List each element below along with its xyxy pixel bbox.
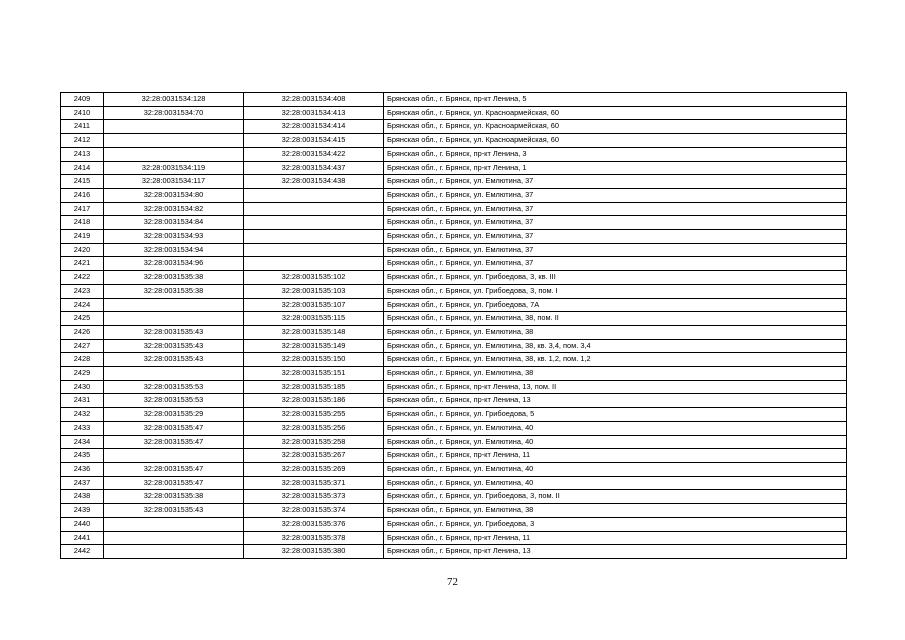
land-cadastral-number-cell: [104, 147, 244, 161]
building-cadastral-number-cell: 32:28:0031534:414: [244, 120, 384, 134]
table-row: [61, 284, 847, 298]
building-cadastral-number-cell: [244, 257, 384, 271]
address-cell: Брянская обл., г. Брянск, ул. Грибоедова, 5: [384, 408, 847, 422]
row-number-cell: 2423: [61, 284, 104, 298]
land-cadastral-number-cell: 32:28:0031534:119: [104, 161, 244, 175]
building-cadastral-number-cell: 32:28:0031534:422: [244, 147, 384, 161]
address-cell: Брянская обл., г. Брянск, ул. Емлютина, 38, пом. II: [384, 312, 847, 326]
table-row: [61, 93, 847, 107]
building-cadastral-number-cell: 32:28:0031535:267: [244, 449, 384, 463]
table-row: [61, 462, 847, 476]
table-row: [61, 298, 847, 312]
address-cell: Брянская обл., г. Брянск, ул. Емлютина, 37: [384, 202, 847, 216]
row-number-cell: 2442: [61, 545, 104, 559]
address-cell: Брянская обл., г. Брянск, ул. Емлютина, 38: [384, 367, 847, 381]
row-number-cell: 2420: [61, 243, 104, 257]
land-cadastral-number-cell: 32:28:0031535:43: [104, 325, 244, 339]
table-row: [61, 353, 847, 367]
row-number-cell: 2440: [61, 517, 104, 531]
building-cadastral-number-cell: 32:28:0031534:415: [244, 134, 384, 148]
land-cadastral-number-cell: [104, 545, 244, 559]
row-number-cell: 2431: [61, 394, 104, 408]
row-number-cell: 2412: [61, 134, 104, 148]
land-cadastral-number-cell: 32:28:0031535:29: [104, 408, 244, 422]
table-row: [61, 134, 847, 148]
land-cadastral-number-cell: [104, 531, 244, 545]
address-cell: Брянская обл., г. Брянск, ул. Емлютина, 38: [384, 504, 847, 518]
land-cadastral-number-cell: 32:28:0031534:94: [104, 243, 244, 257]
address-cell: Брянская обл., г. Брянск, ул. Грибоедова, 3, пом. II: [384, 490, 847, 504]
building-cadastral-number-cell: 32:28:0031535:269: [244, 462, 384, 476]
land-cadastral-number-cell: [104, 367, 244, 381]
row-number-cell: 2430: [61, 380, 104, 394]
row-number-cell: 2419: [61, 230, 104, 244]
property-table: [60, 92, 847, 559]
address-cell: Брянская обл., г. Брянск, ул. Красноармейская, 60: [384, 120, 847, 134]
land-cadastral-number-cell: 32:28:0031535:47: [104, 435, 244, 449]
land-cadastral-number-cell: 32:28:0031534:128: [104, 93, 244, 107]
address-cell: Брянская обл., г. Брянск, пр-кт Ленина, 13: [384, 394, 847, 408]
land-cadastral-number-cell: [104, 517, 244, 531]
building-cadastral-number-cell: 32:28:0031535:115: [244, 312, 384, 326]
address-cell: Брянская обл., г. Брянск, пр-кт Ленина, 3: [384, 147, 847, 161]
address-cell: Брянская обл., г. Брянск, ул. Красноармейская, 60: [384, 134, 847, 148]
address-cell: Брянская обл., г. Брянск, пр-кт Ленина, 1: [384, 161, 847, 175]
row-number-cell: 2439: [61, 504, 104, 518]
table-row: [61, 257, 847, 271]
row-number-cell: 2413: [61, 147, 104, 161]
table-row: [61, 243, 847, 257]
land-cadastral-number-cell: 32:28:0031535:38: [104, 271, 244, 285]
building-cadastral-number-cell: 32:28:0031535:256: [244, 421, 384, 435]
address-cell: Брянская обл., г. Брянск, ул. Красноармейская, 60: [384, 106, 847, 120]
address-cell: Брянская обл., г. Брянск, ул. Емлютина, 40: [384, 462, 847, 476]
land-cadastral-number-cell: 32:28:0031534:117: [104, 175, 244, 189]
address-cell: Брянская обл., г. Брянск, ул. Емлютина, 40: [384, 421, 847, 435]
building-cadastral-number-cell: 32:28:0031535:149: [244, 339, 384, 353]
address-cell: Брянская обл., г. Брянск, ул. Емлютина, 37: [384, 257, 847, 271]
row-number-cell: 2437: [61, 476, 104, 490]
row-number-cell: 2425: [61, 312, 104, 326]
row-number-cell: 2427: [61, 339, 104, 353]
building-cadastral-number-cell: 32:28:0031535:255: [244, 408, 384, 422]
table-row: [61, 476, 847, 490]
address-cell: Брянская обл., г. Брянск, ул. Грибоедова, 3, кв. III: [384, 271, 847, 285]
table-row: [61, 106, 847, 120]
building-cadastral-number-cell: [244, 230, 384, 244]
land-cadastral-number-cell: 32:28:0031535:43: [104, 339, 244, 353]
address-cell: Брянская обл., г. Брянск, ул. Емлютина, 37: [384, 230, 847, 244]
building-cadastral-number-cell: 32:28:0031534:437: [244, 161, 384, 175]
row-number-cell: 2424: [61, 298, 104, 312]
table-row: [61, 490, 847, 504]
land-cadastral-number-cell: 32:28:0031534:70: [104, 106, 244, 120]
building-cadastral-number-cell: [244, 188, 384, 202]
land-cadastral-number-cell: [104, 312, 244, 326]
table-row: [61, 517, 847, 531]
land-cadastral-number-cell: 32:28:0031535:47: [104, 421, 244, 435]
address-cell: Брянская обл., г. Брянск, пр-кт Ленина, 11: [384, 531, 847, 545]
address-cell: Брянская обл., г. Брянск, ул. Емлютина, 38, кв. 3,4, пом. 3,4: [384, 339, 847, 353]
building-cadastral-number-cell: [244, 202, 384, 216]
building-cadastral-number-cell: [244, 243, 384, 257]
building-cadastral-number-cell: 32:28:0031534:413: [244, 106, 384, 120]
row-number-cell: 2421: [61, 257, 104, 271]
row-number-cell: 2441: [61, 531, 104, 545]
building-cadastral-number-cell: 32:28:0031535:374: [244, 504, 384, 518]
land-cadastral-number-cell: 32:28:0031535:38: [104, 284, 244, 298]
building-cadastral-number-cell: 32:28:0031534:408: [244, 93, 384, 107]
table-row: [61, 147, 847, 161]
building-cadastral-number-cell: 32:28:0031535:103: [244, 284, 384, 298]
row-number-cell: 2414: [61, 161, 104, 175]
address-cell: Брянская обл., г. Брянск, пр-кт Ленина, 11: [384, 449, 847, 463]
address-cell: Брянская обл., г. Брянск, пр-кт Ленина, 13: [384, 545, 847, 559]
table-row: [61, 325, 847, 339]
address-cell: Брянская обл., г. Брянск, ул. Грибоедова, 3, пом. I: [384, 284, 847, 298]
address-cell: Брянская обл., г. Брянск, ул. Емлютина, 37: [384, 216, 847, 230]
building-cadastral-number-cell: 32:28:0031535:107: [244, 298, 384, 312]
building-cadastral-number-cell: 32:28:0031535:148: [244, 325, 384, 339]
address-cell: Брянская обл., г. Брянск, пр-кт Ленина, 13, пом. II: [384, 380, 847, 394]
address-cell: Брянская обл., г. Брянск, ул. Емлютина, 38, кв. 1,2, пом. 1,2: [384, 353, 847, 367]
land-cadastral-number-cell: 32:28:0031535:53: [104, 394, 244, 408]
address-cell: Брянская обл., г. Брянск, ул. Емлютина, 40: [384, 435, 847, 449]
land-cadastral-number-cell: [104, 298, 244, 312]
page-number: 72: [447, 576, 458, 588]
property-table-body: [61, 93, 847, 559]
row-number-cell: 2436: [61, 462, 104, 476]
land-cadastral-number-cell: 32:28:0031535:47: [104, 476, 244, 490]
row-number-cell: 2432: [61, 408, 104, 422]
table-row: [61, 188, 847, 202]
table-row: [61, 380, 847, 394]
row-number-cell: 2415: [61, 175, 104, 189]
land-cadastral-number-cell: 32:28:0031535:38: [104, 490, 244, 504]
table-row: [61, 421, 847, 435]
land-cadastral-number-cell: [104, 134, 244, 148]
table-row: [61, 394, 847, 408]
row-number-cell: 2438: [61, 490, 104, 504]
table-row: [61, 339, 847, 353]
address-cell: Брянская обл., г. Брянск, ул. Емлютина, 37: [384, 175, 847, 189]
table-row: [61, 408, 847, 422]
table-row: [61, 216, 847, 230]
row-number-cell: 2433: [61, 421, 104, 435]
row-number-cell: 2434: [61, 435, 104, 449]
building-cadastral-number-cell: 32:28:0031535:373: [244, 490, 384, 504]
land-cadastral-number-cell: 32:28:0031535:47: [104, 462, 244, 476]
table-row: [61, 367, 847, 381]
building-cadastral-number-cell: 32:28:0031534:438: [244, 175, 384, 189]
land-cadastral-number-cell: 32:28:0031534:96: [104, 257, 244, 271]
row-number-cell: 2409: [61, 93, 104, 107]
address-cell: Брянская обл., г. Брянск, ул. Емлютина, 38: [384, 325, 847, 339]
property-table-container: [60, 92, 846, 559]
building-cadastral-number-cell: 32:28:0031535:102: [244, 271, 384, 285]
building-cadastral-number-cell: [244, 216, 384, 230]
table-row: [61, 175, 847, 189]
land-cadastral-number-cell: 32:28:0031534:82: [104, 202, 244, 216]
table-row: [61, 120, 847, 134]
table-row: [61, 531, 847, 545]
building-cadastral-number-cell: 32:28:0031535:380: [244, 545, 384, 559]
building-cadastral-number-cell: 32:28:0031535:371: [244, 476, 384, 490]
building-cadastral-number-cell: 32:28:0031535:150: [244, 353, 384, 367]
table-row: [61, 449, 847, 463]
address-cell: Брянская обл., г. Брянск, ул. Емлютина, 37: [384, 243, 847, 257]
row-number-cell: 2417: [61, 202, 104, 216]
table-row: [61, 435, 847, 449]
row-number-cell: 2410: [61, 106, 104, 120]
address-cell: Брянская обл., г. Брянск, ул. Грибоедова, 7А: [384, 298, 847, 312]
row-number-cell: 2416: [61, 188, 104, 202]
land-cadastral-number-cell: 32:28:0031534:84: [104, 216, 244, 230]
land-cadastral-number-cell: 32:28:0031534:80: [104, 188, 244, 202]
address-cell: Брянская обл., г. Брянск, ул. Емлютина, 40: [384, 476, 847, 490]
building-cadastral-number-cell: 32:28:0031535:378: [244, 531, 384, 545]
land-cadastral-number-cell: 32:28:0031535:43: [104, 504, 244, 518]
land-cadastral-number-cell: 32:28:0031535:53: [104, 380, 244, 394]
table-row: [61, 504, 847, 518]
row-number-cell: 2435: [61, 449, 104, 463]
building-cadastral-number-cell: 32:28:0031535:151: [244, 367, 384, 381]
row-number-cell: 2422: [61, 271, 104, 285]
table-row: [61, 312, 847, 326]
land-cadastral-number-cell: [104, 120, 244, 134]
table-row: [61, 161, 847, 175]
row-number-cell: 2411: [61, 120, 104, 134]
building-cadastral-number-cell: 32:28:0031535:186: [244, 394, 384, 408]
building-cadastral-number-cell: 32:28:0031535:376: [244, 517, 384, 531]
row-number-cell: 2418: [61, 216, 104, 230]
building-cadastral-number-cell: 32:28:0031535:185: [244, 380, 384, 394]
land-cadastral-number-cell: 32:28:0031534:93: [104, 230, 244, 244]
table-row: [61, 230, 847, 244]
land-cadastral-number-cell: [104, 449, 244, 463]
land-cadastral-number-cell: 32:28:0031535:43: [104, 353, 244, 367]
address-cell: Брянская обл., г. Брянск, ул. Емлютина, 37: [384, 188, 847, 202]
address-cell: Брянская обл., г. Брянск, пр-кт Ленина, 5: [384, 93, 847, 107]
address-cell: Брянская обл., г. Брянск, ул. Грибоедова, 3: [384, 517, 847, 531]
row-number-cell: 2426: [61, 325, 104, 339]
building-cadastral-number-cell: 32:28:0031535:258: [244, 435, 384, 449]
table-row: [61, 271, 847, 285]
table-row: [61, 545, 847, 559]
row-number-cell: 2429: [61, 367, 104, 381]
table-row: [61, 202, 847, 216]
row-number-cell: 2428: [61, 353, 104, 367]
